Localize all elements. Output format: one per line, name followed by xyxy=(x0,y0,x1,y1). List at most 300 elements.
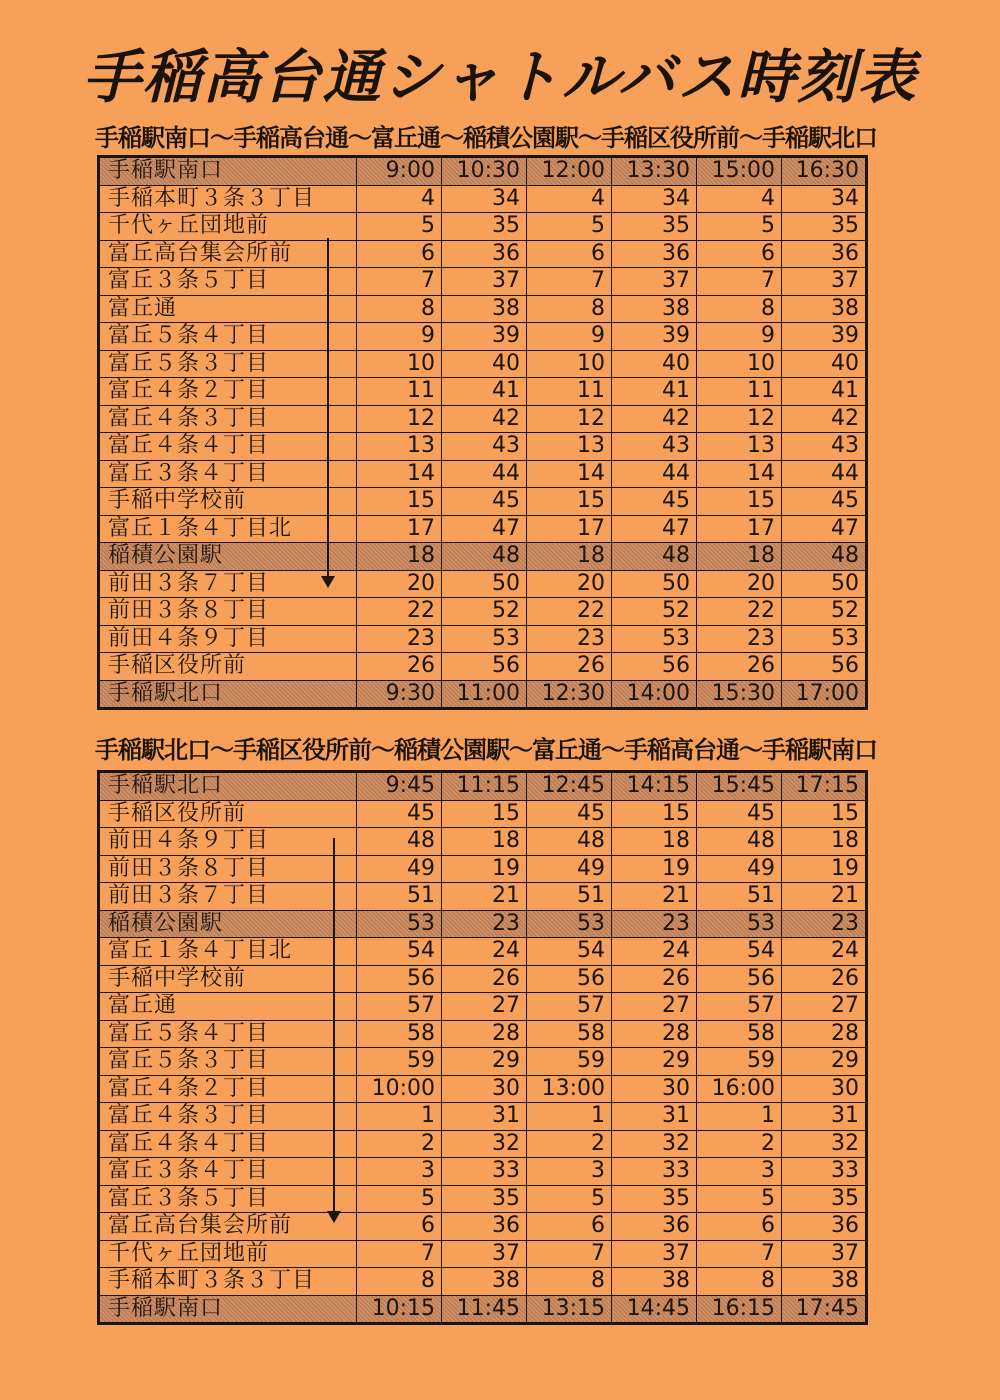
departure-time: 14 xyxy=(357,460,442,488)
table-row xyxy=(99,680,867,709)
departure-time: 37 xyxy=(782,1240,867,1268)
departure-time: 30 xyxy=(442,1075,527,1103)
departure-time: 44 xyxy=(442,460,527,488)
route2-rows xyxy=(99,772,867,1324)
departure-time: 59 xyxy=(357,1048,442,1076)
departure-time: 20 xyxy=(527,570,612,598)
departure-time: 10:30 xyxy=(442,157,527,186)
departure-time: 38 xyxy=(782,295,867,323)
departure-time: 12:45 xyxy=(527,772,612,801)
departure-time: 12 xyxy=(527,405,612,433)
table-row xyxy=(99,185,867,213)
departure-time: 10 xyxy=(697,350,782,378)
departure-time: 7 xyxy=(527,268,612,296)
departure-time: 26 xyxy=(782,965,867,993)
departure-time: 33 xyxy=(442,1158,527,1186)
stop-name: 富丘３条５丁目 xyxy=(99,1185,357,1213)
departure-time: 36 xyxy=(442,1213,527,1241)
departure-time: 1 xyxy=(357,1103,442,1131)
stop-name: 前田３条７丁目 xyxy=(99,883,357,911)
departure-time: 38 xyxy=(782,1268,867,1296)
departure-time: 12 xyxy=(357,405,442,433)
departure-time: 8 xyxy=(697,1268,782,1296)
stop-name: 富丘高台集会所前 xyxy=(99,1213,357,1241)
departure-time: 41 xyxy=(612,378,697,406)
departure-time: 13 xyxy=(527,433,612,461)
departure-time: 35 xyxy=(442,1185,527,1213)
departure-time: 18 xyxy=(612,828,697,856)
table-row xyxy=(99,240,867,268)
departure-time: 35 xyxy=(612,213,697,241)
stop-name: 手稲中学校前 xyxy=(99,965,357,993)
stop-name: 手稲区役所前 xyxy=(99,653,357,681)
departure-time: 45 xyxy=(357,800,442,828)
stop-name: 富丘４条２丁目 xyxy=(99,1075,357,1103)
departure-time: 21 xyxy=(782,883,867,911)
departure-time: 12:00 xyxy=(527,157,612,186)
departure-time: 6 xyxy=(697,240,782,268)
departure-time: 34 xyxy=(782,185,867,213)
departure-time: 59 xyxy=(697,1048,782,1076)
departure-time: 37 xyxy=(612,1240,697,1268)
table-row xyxy=(99,1268,867,1296)
departure-time: 4 xyxy=(357,185,442,213)
departure-time: 9:30 xyxy=(357,680,442,709)
departure-time: 23 xyxy=(442,910,527,938)
departure-time: 11:00 xyxy=(442,680,527,709)
departure-time: 26 xyxy=(442,965,527,993)
stop-name: 稲積公園駅 xyxy=(99,543,357,571)
departure-time: 59 xyxy=(527,1048,612,1076)
stop-name: 富丘４条２丁目 xyxy=(99,378,357,406)
departure-time: 45 xyxy=(612,488,697,516)
table-row xyxy=(99,378,867,406)
departure-time: 19 xyxy=(782,855,867,883)
departure-time: 43 xyxy=(612,433,697,461)
table-row xyxy=(99,1158,867,1186)
departure-time: 14:15 xyxy=(612,772,697,801)
departure-time: 48 xyxy=(357,828,442,856)
departure-time: 31 xyxy=(442,1103,527,1131)
table-row xyxy=(99,488,867,516)
departure-time: 50 xyxy=(442,570,527,598)
departure-time: 37 xyxy=(442,268,527,296)
departure-time: 45 xyxy=(442,488,527,516)
route1-header: 手稲駅南口〜手稲高台通〜富丘通〜稲積公園駅〜手稲区役所前〜手稲駅北口 xyxy=(95,124,877,152)
departure-time: 13:15 xyxy=(527,1295,612,1324)
table-row xyxy=(99,883,867,911)
departure-time: 23 xyxy=(527,625,612,653)
departure-time: 13 xyxy=(697,433,782,461)
departure-time: 3 xyxy=(527,1158,612,1186)
departure-time: 30 xyxy=(782,1075,867,1103)
departure-time: 37 xyxy=(442,1240,527,1268)
departure-time: 15 xyxy=(442,800,527,828)
table-row xyxy=(99,405,867,433)
departure-time: 11 xyxy=(527,378,612,406)
departure-time: 26 xyxy=(527,653,612,681)
departure-time: 29 xyxy=(782,1048,867,1076)
departure-time: 39 xyxy=(782,323,867,351)
stop-name: 富丘通 xyxy=(99,993,357,1021)
table-row xyxy=(99,1130,867,1158)
table-row xyxy=(99,433,867,461)
departure-time: 7 xyxy=(697,268,782,296)
table-row xyxy=(99,625,867,653)
stop-name: 手稲区役所前 xyxy=(99,800,357,828)
table-row xyxy=(99,1103,867,1131)
table-row xyxy=(99,828,867,856)
departure-time: 9:00 xyxy=(357,157,442,186)
departure-time: 45 xyxy=(782,488,867,516)
stop-name: 千代ヶ丘団地前 xyxy=(99,213,357,241)
departure-time: 14 xyxy=(697,460,782,488)
stop-name: 手稲中学校前 xyxy=(99,488,357,516)
table-row xyxy=(99,157,867,186)
departure-time: 4 xyxy=(527,185,612,213)
departure-time: 38 xyxy=(442,1268,527,1296)
departure-time: 24 xyxy=(612,938,697,966)
stop-name: 富丘３条４丁目 xyxy=(99,460,357,488)
stop-name: 富丘５条３丁目 xyxy=(99,1048,357,1076)
departure-time: 17 xyxy=(697,515,782,543)
departure-time: 8 xyxy=(527,295,612,323)
departure-time: 19 xyxy=(442,855,527,883)
departure-time: 7 xyxy=(357,1240,442,1268)
departure-time: 17:15 xyxy=(782,772,867,801)
departure-time: 57 xyxy=(697,993,782,1021)
departure-time: 5 xyxy=(357,213,442,241)
departure-time: 15 xyxy=(612,800,697,828)
departure-time: 34 xyxy=(442,185,527,213)
departure-time: 38 xyxy=(442,295,527,323)
departure-time: 53 xyxy=(697,910,782,938)
departure-time: 45 xyxy=(527,800,612,828)
departure-time: 27 xyxy=(612,993,697,1021)
departure-time: 42 xyxy=(612,405,697,433)
departure-time: 47 xyxy=(782,515,867,543)
departure-time: 56 xyxy=(357,965,442,993)
departure-time: 56 xyxy=(697,965,782,993)
departure-time: 18 xyxy=(697,543,782,571)
departure-time: 36 xyxy=(612,240,697,268)
departure-time: 49 xyxy=(527,855,612,883)
departure-time: 36 xyxy=(782,240,867,268)
table-row xyxy=(99,1185,867,1213)
stop-name: 千代ヶ丘団地前 xyxy=(99,1240,357,1268)
departure-time: 27 xyxy=(782,993,867,1021)
table-row xyxy=(99,1295,867,1324)
departure-time: 15 xyxy=(697,488,782,516)
departure-time: 38 xyxy=(612,295,697,323)
departure-time: 48 xyxy=(442,543,527,571)
table-row xyxy=(99,1240,867,1268)
departure-time: 6 xyxy=(527,1213,612,1241)
departure-time: 15:00 xyxy=(697,157,782,186)
table-row xyxy=(99,295,867,323)
table-row xyxy=(99,543,867,571)
departure-time: 54 xyxy=(697,938,782,966)
departure-time: 7 xyxy=(697,1240,782,1268)
stop-name: 手稲本町３条３丁目 xyxy=(99,185,357,213)
departure-time: 6 xyxy=(697,1213,782,1241)
departure-time: 14:45 xyxy=(612,1295,697,1324)
departure-time: 19 xyxy=(612,855,697,883)
departure-time: 10 xyxy=(357,350,442,378)
departure-time: 13:30 xyxy=(612,157,697,186)
departure-time: 32 xyxy=(612,1130,697,1158)
departure-time: 22 xyxy=(357,598,442,626)
route1-direction-line xyxy=(327,238,329,578)
departure-time: 48 xyxy=(782,543,867,571)
departure-time: 50 xyxy=(782,570,867,598)
table-row xyxy=(99,1075,867,1103)
departure-time: 18 xyxy=(782,828,867,856)
departure-time: 58 xyxy=(357,1020,442,1048)
departure-time: 44 xyxy=(612,460,697,488)
departure-time: 48 xyxy=(527,828,612,856)
departure-time: 30 xyxy=(612,1075,697,1103)
departure-time: 48 xyxy=(697,828,782,856)
stop-name: 富丘４条４丁目 xyxy=(99,433,357,461)
departure-time: 36 xyxy=(612,1213,697,1241)
departure-time: 41 xyxy=(782,378,867,406)
departure-time: 52 xyxy=(442,598,527,626)
departure-time: 54 xyxy=(527,938,612,966)
departure-time: 10:15 xyxy=(357,1295,442,1324)
departure-time: 51 xyxy=(697,883,782,911)
departure-time: 42 xyxy=(442,405,527,433)
departure-time: 5 xyxy=(357,1185,442,1213)
departure-time: 53 xyxy=(612,625,697,653)
stop-name: 前田３条８丁目 xyxy=(99,855,357,883)
departure-time: 39 xyxy=(442,323,527,351)
departure-time: 11:45 xyxy=(442,1295,527,1324)
departure-time: 29 xyxy=(612,1048,697,1076)
departure-time: 37 xyxy=(782,268,867,296)
stop-name: 手稲本町３条３丁目 xyxy=(99,1268,357,1296)
departure-time: 35 xyxy=(782,213,867,241)
stop-name: 富丘５条４丁目 xyxy=(99,323,357,351)
departure-time: 17:00 xyxy=(782,680,867,709)
departure-time: 18 xyxy=(357,543,442,571)
departure-time: 48 xyxy=(612,543,697,571)
departure-time: 44 xyxy=(782,460,867,488)
table-row xyxy=(99,1048,867,1076)
table-row xyxy=(99,855,867,883)
stop-name: 富丘１条４丁目北 xyxy=(99,938,357,966)
departure-time: 5 xyxy=(697,213,782,241)
departure-time: 10:00 xyxy=(357,1075,442,1103)
stop-name: 富丘５条３丁目 xyxy=(99,350,357,378)
departure-time: 32 xyxy=(782,1130,867,1158)
departure-time: 34 xyxy=(612,185,697,213)
departure-time: 2 xyxy=(357,1130,442,1158)
stop-name: 前田３条７丁目 xyxy=(99,570,357,598)
departure-time: 38 xyxy=(612,1268,697,1296)
departure-time: 36 xyxy=(442,240,527,268)
departure-time: 6 xyxy=(357,240,442,268)
departure-time: 23 xyxy=(782,910,867,938)
departure-time: 40 xyxy=(612,350,697,378)
departure-time: 37 xyxy=(612,268,697,296)
departure-time: 6 xyxy=(357,1213,442,1241)
departure-time: 35 xyxy=(612,1185,697,1213)
stop-name: 富丘３条４丁目 xyxy=(99,1158,357,1186)
stop-name: 富丘４条３丁目 xyxy=(99,405,357,433)
table-row xyxy=(99,653,867,681)
stop-name: 手稲駅南口 xyxy=(99,1295,357,1324)
stop-name: 手稲駅南口 xyxy=(99,157,357,186)
departure-time: 23 xyxy=(612,910,697,938)
departure-time: 20 xyxy=(357,570,442,598)
stop-name: 富丘通 xyxy=(99,295,357,323)
departure-time: 53 xyxy=(782,625,867,653)
departure-time: 40 xyxy=(442,350,527,378)
departure-time: 14:00 xyxy=(612,680,697,709)
stop-name: 富丘高台集会所前 xyxy=(99,240,357,268)
route1-timetable xyxy=(97,155,868,710)
departure-time: 32 xyxy=(442,1130,527,1158)
departure-time: 15 xyxy=(527,488,612,516)
departure-time: 33 xyxy=(782,1158,867,1186)
departure-time: 11 xyxy=(697,378,782,406)
departure-time: 56 xyxy=(527,965,612,993)
table-row xyxy=(99,323,867,351)
stop-name: 富丘３条５丁目 xyxy=(99,268,357,296)
departure-time: 16:15 xyxy=(697,1295,782,1324)
departure-time: 36 xyxy=(782,1213,867,1241)
departure-time: 53 xyxy=(357,910,442,938)
departure-time: 11:15 xyxy=(442,772,527,801)
departure-time: 8 xyxy=(527,1268,612,1296)
departure-time: 2 xyxy=(697,1130,782,1158)
stop-name: 手稲駅北口 xyxy=(99,680,357,709)
stop-name: 富丘４条４丁目 xyxy=(99,1130,357,1158)
departure-time: 57 xyxy=(527,993,612,1021)
departure-time: 57 xyxy=(357,993,442,1021)
route1-rows xyxy=(99,157,867,709)
departure-time: 10 xyxy=(527,350,612,378)
departure-time: 3 xyxy=(697,1158,782,1186)
departure-time: 15 xyxy=(782,800,867,828)
table-row xyxy=(99,965,867,993)
table-row xyxy=(99,213,867,241)
departure-time: 23 xyxy=(697,625,782,653)
departure-time: 11 xyxy=(357,378,442,406)
departure-time: 49 xyxy=(697,855,782,883)
table-row xyxy=(99,993,867,1021)
departure-time: 42 xyxy=(782,405,867,433)
departure-time: 50 xyxy=(612,570,697,598)
departure-time: 13:00 xyxy=(527,1075,612,1103)
departure-time: 39 xyxy=(612,323,697,351)
departure-time: 17:45 xyxy=(782,1295,867,1324)
departure-time: 26 xyxy=(697,653,782,681)
departure-time: 53 xyxy=(442,625,527,653)
departure-time: 56 xyxy=(612,653,697,681)
departure-time: 58 xyxy=(697,1020,782,1048)
departure-time: 33 xyxy=(612,1158,697,1186)
route2-timetable xyxy=(97,770,868,1325)
table-row xyxy=(99,598,867,626)
table-row xyxy=(99,350,867,378)
departure-time: 24 xyxy=(442,938,527,966)
departure-time: 9 xyxy=(697,323,782,351)
stop-name: 前田４条９丁目 xyxy=(99,625,357,653)
departure-time: 22 xyxy=(527,598,612,626)
departure-time: 16:00 xyxy=(697,1075,782,1103)
stop-name: 前田３条８丁目 xyxy=(99,598,357,626)
departure-time: 54 xyxy=(357,938,442,966)
departure-time: 5 xyxy=(527,1185,612,1213)
departure-time: 56 xyxy=(782,653,867,681)
departure-time: 3 xyxy=(357,1158,442,1186)
table-row xyxy=(99,772,867,801)
departure-time: 12 xyxy=(697,405,782,433)
departure-time: 21 xyxy=(612,883,697,911)
route2-header: 手稲駅北口〜手稲区役所前〜稲積公園駅〜富丘通〜手稲高台通〜手稲駅南口 xyxy=(95,736,877,764)
departure-time: 17 xyxy=(357,515,442,543)
route2-direction-line xyxy=(333,838,335,1213)
table-row xyxy=(99,515,867,543)
table-row xyxy=(99,1213,867,1241)
stop-name: 手稲駅北口 xyxy=(99,772,357,801)
table-row xyxy=(99,268,867,296)
departure-time: 51 xyxy=(527,883,612,911)
departure-time: 20 xyxy=(697,570,782,598)
departure-time: 35 xyxy=(782,1185,867,1213)
departure-time: 49 xyxy=(357,855,442,883)
page-title: 手稲高台通シャトルバス時刻表 xyxy=(82,43,918,111)
departure-time: 47 xyxy=(442,515,527,543)
departure-time: 8 xyxy=(697,295,782,323)
departure-time: 56 xyxy=(442,653,527,681)
departure-time: 9:45 xyxy=(357,772,442,801)
table-row xyxy=(99,938,867,966)
departure-time: 40 xyxy=(782,350,867,378)
departure-time: 2 xyxy=(527,1130,612,1158)
departure-time: 45 xyxy=(697,800,782,828)
stop-name: 富丘５条４丁目 xyxy=(99,1020,357,1048)
departure-time: 26 xyxy=(612,965,697,993)
departure-time: 5 xyxy=(697,1185,782,1213)
departure-time: 52 xyxy=(612,598,697,626)
departure-time: 27 xyxy=(442,993,527,1021)
stop-name: 前田４条９丁目 xyxy=(99,828,357,856)
departure-time: 15 xyxy=(357,488,442,516)
table-row xyxy=(99,910,867,938)
departure-time: 21 xyxy=(442,883,527,911)
departure-time: 6 xyxy=(527,240,612,268)
departure-time: 12:30 xyxy=(527,680,612,709)
departure-time: 4 xyxy=(697,185,782,213)
departure-time: 31 xyxy=(782,1103,867,1131)
table-row xyxy=(99,570,867,598)
departure-time: 41 xyxy=(442,378,527,406)
departure-time: 23 xyxy=(357,625,442,653)
table-row xyxy=(99,1020,867,1048)
departure-time: 35 xyxy=(442,213,527,241)
departure-time: 31 xyxy=(612,1103,697,1131)
departure-time: 28 xyxy=(442,1020,527,1048)
departure-time: 8 xyxy=(357,1268,442,1296)
departure-time: 16:30 xyxy=(782,157,867,186)
stop-name: 富丘１条４丁目北 xyxy=(99,515,357,543)
departure-time: 28 xyxy=(782,1020,867,1048)
stop-name: 稲積公園駅 xyxy=(99,910,357,938)
departure-time: 15:30 xyxy=(697,680,782,709)
